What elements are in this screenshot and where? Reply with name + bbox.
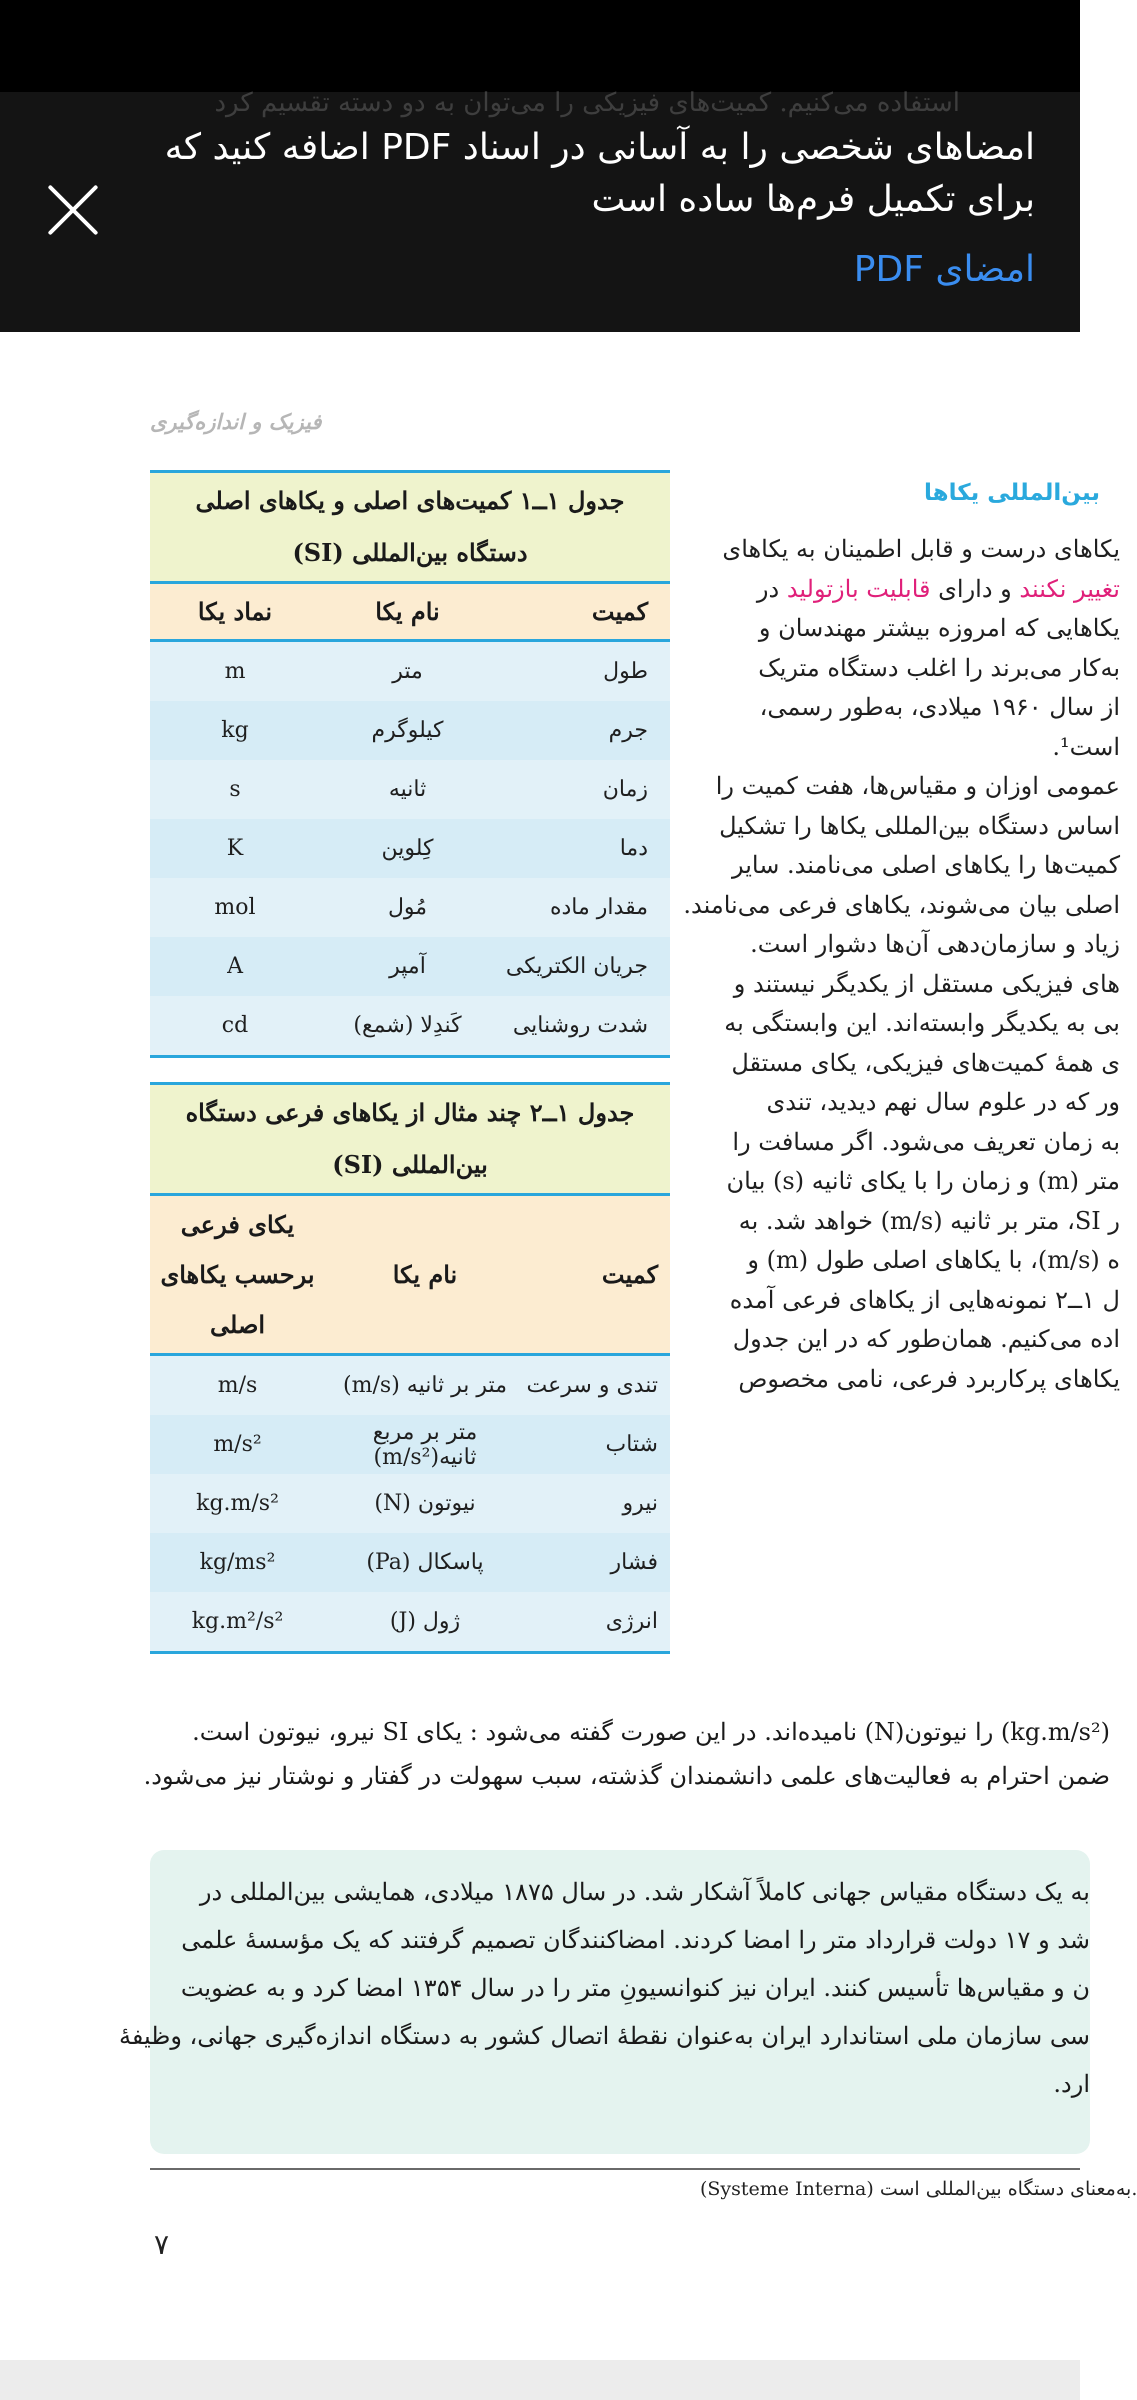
- cell-quantity: جریان الکتریکی: [505, 954, 648, 979]
- body-text: یکاهای پرکاربرد فرعی، نامی مخصوص: [738, 1364, 1120, 1393]
- cell-quantity: طول: [603, 659, 648, 684]
- body-text: یکاهایی که امروزه بیشتر مهندسان و: [758, 614, 1120, 642]
- cell-unit-symbol: m/s: [217, 1373, 258, 1398]
- body-line: [700, 1320, 1120, 1360]
- body-line: [700, 649, 1120, 689]
- body-text: زیاد و سازمان‌دهی آن‌ها دشوار است.: [750, 930, 1120, 958]
- cell-quantity: جرم: [608, 718, 648, 743]
- body-text: ل ۱ــ۲ نمونه‌هایی از یکاهای فرعی آمده: [729, 1285, 1120, 1314]
- body-text: ی همهٔ کمیت‌های فیزیکی، یکای مستقل: [731, 1048, 1120, 1077]
- body-text: به زمان تعریف می‌شود. اگر مسافت را: [732, 1127, 1120, 1156]
- cell-unit-symbol: s: [229, 777, 241, 802]
- cell-quantity: مقدار ماده: [549, 895, 648, 920]
- table-row: [150, 1356, 670, 1415]
- cell-quantity: تندی و سرعت: [526, 1373, 658, 1398]
- cell-quantity: انرژی: [605, 1609, 658, 1634]
- body-line: [700, 965, 1120, 1005]
- body-line: ضمن احترام به فعالیت‌های علمی دانشمندان گذشته، سبب سهولت در گفتار و نوشتار نیز می‌شود.: [143, 1762, 1110, 1790]
- body-line: [700, 1360, 1120, 1400]
- body-text: و دارای: [930, 574, 1020, 603]
- table-caption: جدول ۱ــ۱ کمیت‌های اصلی و یکاهای اصلی دستگاه بین‌المللی (SI): [150, 470, 670, 584]
- body-text: های فیزیکی مستقل از یکدیگر نیستند و: [733, 969, 1120, 998]
- cell-unit-symbol: cd: [221, 1013, 249, 1038]
- table-row: [150, 878, 670, 937]
- note-line: شد و ۱۷ دولت قرارداد متر را امضا کردند. امضاکنندگان تصمیم گرفتند که یک مؤسسهٔ علمی: [181, 1926, 1090, 1954]
- table-row: [150, 937, 670, 996]
- table-row: [150, 760, 670, 819]
- table-header: [150, 1196, 670, 1356]
- cell-quantity: نیرو: [622, 1491, 658, 1516]
- body-line: [700, 530, 1120, 570]
- footnote: (Systeme Interna) به‌معنای دستگاه بین‌المللی است.: [700, 2178, 1137, 2200]
- header-derived-unit: یکای فرعی برحسب یکاهای اصلی: [160, 1209, 315, 1339]
- body-text: عمومی اوزان و مقیاس‌ها، هفت کمیت را: [715, 772, 1120, 800]
- body-line: [700, 570, 1120, 610]
- cell-unit-name: متر بر ثانیه (m/s): [343, 1373, 507, 1398]
- highlight-text: قابلیت بازتولید: [786, 574, 931, 603]
- body-line: [700, 1004, 1120, 1044]
- section-title: بین‌المللی یکاها: [924, 480, 1100, 506]
- table-row: [150, 1474, 670, 1533]
- cell-unit-symbol: kg.m/s²: [196, 1491, 279, 1516]
- body-line: [700, 1123, 1120, 1163]
- cell-unit-symbol: K: [226, 836, 244, 861]
- table-row: [150, 1533, 670, 1592]
- header-unit-name: نام یکا: [392, 1260, 458, 1289]
- bottom-bar: [0, 2360, 1080, 2400]
- footnote-divider: [150, 2168, 1080, 2170]
- cell-quantity: شدت روشنایی: [512, 1013, 648, 1038]
- page-number: ۷: [154, 2228, 170, 2261]
- body-text: از سال ۱۹۶۰ میلادی، به‌طور رسمی،: [759, 693, 1120, 721]
- cell-unit-name: پاسکال (Pa): [366, 1550, 484, 1575]
- body-text: در: [756, 574, 787, 603]
- body-line: [700, 1162, 1120, 1202]
- cell-unit-symbol: m: [224, 659, 246, 684]
- body-line: [700, 1241, 1120, 1281]
- body-text: اده می‌کنیم. همان‌طور که در این جدول: [732, 1325, 1120, 1353]
- cell-unit-name: کیلوگرم: [371, 718, 444, 743]
- highlight-text: تغییر نکنند: [1019, 574, 1120, 603]
- body-text: است¹.: [1052, 732, 1120, 761]
- history-note-box: [118, 1850, 1090, 2154]
- header-unit-name: نام یکا: [375, 597, 440, 626]
- body-text: ور که در علوم سال نهم دیدید، تندی: [766, 1088, 1120, 1116]
- banner-message: امضاهای شخصی را به آسانی در اسناد PDF اضافه کنید که برای تکمیل فرم‌ها ساده است: [164, 127, 1035, 220]
- body-line: [700, 1202, 1120, 1242]
- header-quantity: کمیت: [591, 597, 648, 626]
- note-line: ن و مقیاس‌ها تأسیس کنند. ایران نیز کنوانسیونِ متر را در سال ۱۳۵۴ امضا کرد و به عضویت: [180, 1974, 1090, 2002]
- body-line: [700, 1281, 1120, 1321]
- body-line: (kg.m/s²) را نیوتون(N) نامیده‌اند. در این صورت گفته می‌شود : یکای SI نیرو، نیوتون است.: [192, 1718, 1110, 1746]
- body-line: [700, 728, 1120, 768]
- cell-unit-symbol: m/s²: [213, 1432, 262, 1457]
- body-text: کمیت‌ها را یکاهای اصلی می‌نامند. سایر: [732, 851, 1120, 879]
- table-row: [150, 1415, 670, 1474]
- table-row: [150, 819, 670, 878]
- table-row: [150, 1592, 670, 1651]
- cell-unit-name: کِلوین: [381, 836, 434, 861]
- body-text: اساس دستگاه بین‌المللی یکاها را تشکیل: [719, 811, 1120, 840]
- table-caption: جدول ۱ــ۲ چند مثال از یکاهای فرعی دستگاه بین‌المللی (SI): [150, 1082, 670, 1196]
- cell-quantity: شتاب: [605, 1432, 658, 1457]
- body-text: یکاهای درست و قابل اطمینان به یکاهای: [722, 535, 1120, 563]
- body-text: متر (m) و زمان را با یکای ثانیه (s) بیان: [726, 1167, 1120, 1195]
- table-row: [150, 996, 670, 1055]
- cell-unit-name: آمپر: [389, 954, 426, 979]
- body-text: به‌کار می‌برند را اغلب دستگاه متریک: [758, 653, 1120, 682]
- cell-unit-name: مُول: [387, 895, 428, 920]
- body-text: ه (m/s)، با یکاهای اصلی طول (m) و: [747, 1246, 1120, 1274]
- table-row: [150, 701, 670, 760]
- cell-unit-name: نیوتون (N): [374, 1491, 476, 1516]
- cell-unit-name: متر بر مربع ثانیه(m/s²): [372, 1419, 478, 1470]
- body-text: اصلی بیان می‌شوند، یکاهای فرعی می‌نامند.: [683, 890, 1120, 919]
- cell-unit-name: ثانیه: [388, 777, 427, 802]
- note-line: سی سازمان ملی استاندارد ایران به‌عنوان نقطهٔ اتصال کشور به دستگاه اندازه‌گیری جهانی، وظیفهٔ: [118, 2022, 1090, 2050]
- body-line: [700, 688, 1120, 728]
- note-line: ارد.: [1053, 2070, 1090, 2098]
- body-line: [700, 925, 1120, 965]
- promo-banner[interactable]: [0, 88, 1080, 332]
- cell-unit-symbol: mol: [214, 895, 256, 920]
- body-line: [700, 807, 1120, 847]
- page-header: فیزیک و اندازه‌گیری: [150, 410, 322, 434]
- header-unit-symbol: نماد یکا: [197, 597, 273, 626]
- body-line: [700, 1044, 1120, 1084]
- cell-unit-symbol: kg.m²/s²: [191, 1609, 284, 1634]
- table-header: [150, 584, 670, 642]
- status-bar: [0, 0, 1080, 92]
- cell-unit-symbol: A: [227, 954, 243, 979]
- cell-quantity: دما: [619, 836, 648, 861]
- note-line: به یک دستگاه مقیاس جهانی کاملاً آشکار شد. در سال ۱۸۷۵ میلادی، همایشی بین‌المللی در: [199, 1878, 1090, 1906]
- body-line: [700, 767, 1120, 807]
- body-line: [683, 886, 1120, 926]
- body-line: [700, 846, 1120, 886]
- cell-unit-name: کَندِلا (شمع): [353, 1013, 462, 1038]
- body-text-column: [683, 530, 1120, 1710]
- pdf-signature-link[interactable]: امضای PDF: [853, 249, 1035, 290]
- body-text: ر SI، متر بر ثانیه (m/s) خواهد شد. به: [738, 1206, 1120, 1235]
- body-line: [700, 609, 1120, 649]
- table-base-units: [150, 470, 670, 1058]
- full-width-text: [143, 1710, 1110, 1798]
- body-line: [700, 1083, 1120, 1123]
- body-text: بی به یکدیگر وابسته‌اند. این وابستگی به: [724, 1009, 1120, 1037]
- cell-unit-name: متر: [392, 659, 423, 684]
- table-derived-units: [150, 1082, 670, 1654]
- table-row: [150, 642, 670, 701]
- cell-unit-symbol: kg: [221, 718, 249, 743]
- close-icon[interactable]: [45, 182, 101, 238]
- cell-quantity: زمان: [602, 777, 648, 802]
- header-quantity: کمیت: [601, 1260, 658, 1289]
- cell-unit-symbol: kg/ms²: [199, 1550, 276, 1575]
- cell-unit-name: ژول (J): [389, 1609, 461, 1634]
- cell-quantity: فشار: [610, 1550, 658, 1575]
- banner-ghost-text: استفاده می‌کنیم. کمیت‌های فیزیکی را می‌توان به دو دسته تقسیم کرد: [214, 88, 960, 118]
